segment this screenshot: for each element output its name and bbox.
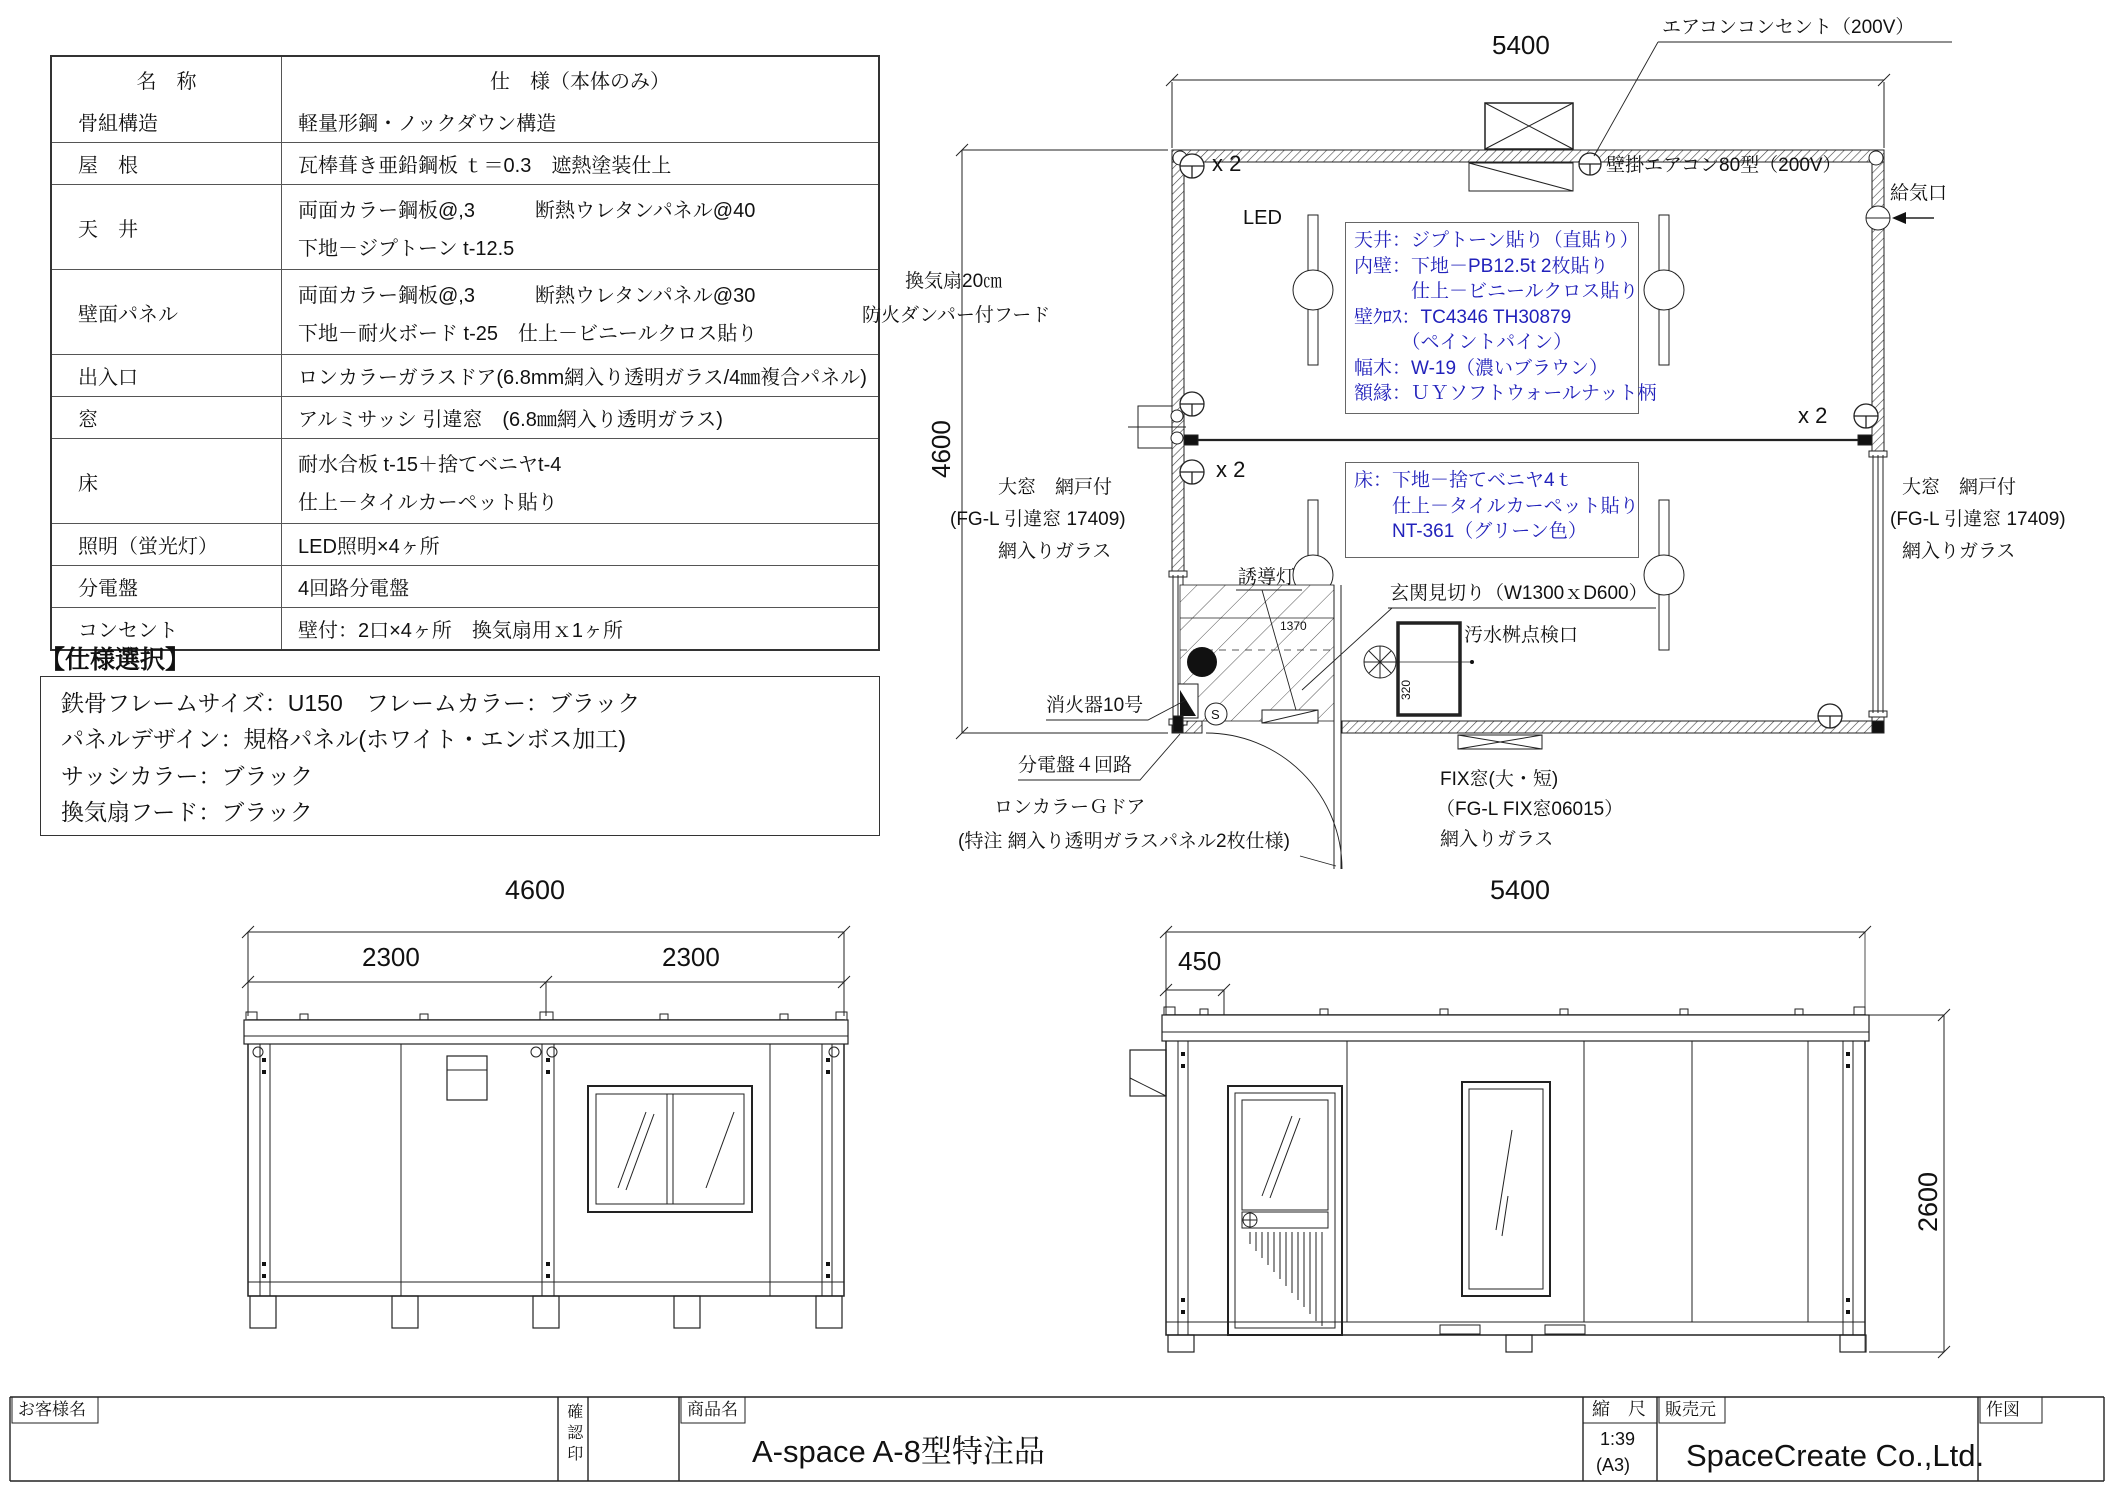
label-dim-320: 320 xyxy=(1399,679,1413,700)
label-fix-2: （FG-L FIX窓06015） xyxy=(1436,799,1624,820)
note-line: 床：下地－捨てベニヤ4ｔ xyxy=(1354,470,1574,491)
spec-table-row xyxy=(52,396,878,438)
elevation-side xyxy=(1130,926,1950,1358)
seller-label: 販売元 xyxy=(1665,1400,1716,1419)
spec-select-line: 鉄骨フレームサイズ：U150 フレームカラー：ブラック xyxy=(61,689,641,716)
spec-row-value xyxy=(282,524,878,565)
spec-table xyxy=(50,55,880,651)
label-door-1: ロンカラーＧドア xyxy=(994,797,1146,818)
spec-select-title: 【仕様選択】 xyxy=(40,646,191,674)
spec-table-row xyxy=(52,101,878,142)
label-fix-3: 網入りガラス xyxy=(1440,829,1554,850)
note-line: 天井：ジプトーン貼り（直貼り） xyxy=(1354,230,1639,251)
sewage-inspection xyxy=(1364,623,1474,715)
label-window-left-2: (FG-L 引違窓 17409) xyxy=(950,509,1126,530)
spec-row-line: LED照明×4ヶ所 xyxy=(298,536,440,558)
side-hood xyxy=(1130,1050,1166,1096)
entry-area xyxy=(1180,585,1334,723)
spec-row-line: アルミサッシ 引違窓 (6.8㎜網入り透明ガラス) xyxy=(298,409,723,431)
elev-front-dim-left: 2300 xyxy=(362,942,420,972)
label-vent-fan-2: 防火ダンパー付フード xyxy=(862,305,1051,326)
elev-side-dim-height: 2600 xyxy=(1913,1171,1943,1232)
spec-row-value xyxy=(282,566,878,607)
spec-table-row xyxy=(52,565,878,607)
elevation-front xyxy=(242,926,850,1328)
label-x2-top: x 2 xyxy=(1212,151,1242,176)
spec-header-spec: 仕 様（本体のみ） xyxy=(490,70,670,93)
side-door xyxy=(1228,1086,1342,1335)
spec-table-row xyxy=(52,269,878,354)
bolt-dots-side xyxy=(1181,1052,1850,1314)
plan-dim-width: 5400 xyxy=(1492,30,1550,60)
spec-row-label: 窓 xyxy=(52,397,282,438)
product-name: A-space A-8型特注品 xyxy=(752,1434,1045,1469)
label-s-mark: S xyxy=(1211,707,1220,722)
note-line: 仕上－タイルカーペット貼り xyxy=(1354,495,1639,517)
customer-name-label: お客様名 xyxy=(18,1400,86,1419)
note-line: NT-361（グリーン色） xyxy=(1354,521,1587,542)
spec-row-label: 壁面パネル xyxy=(52,270,282,354)
bolt-dots xyxy=(262,1058,830,1278)
label-window-left-3: 網入りガラス xyxy=(998,541,1112,562)
ceiling-wall-note xyxy=(1345,222,1657,414)
spec-row-line: 4回路分電盤 xyxy=(298,578,410,600)
elevation-front-dimensions xyxy=(242,926,850,1016)
plan-dim-height: 4600 xyxy=(926,420,956,478)
spec-table-row xyxy=(52,523,878,565)
note-line: （ペイントパイン） xyxy=(1354,332,1573,353)
note-line: 壁ｸﾛｽ：TC4346 TH30879 xyxy=(1354,306,1572,328)
note-line: 仕上－ビニールクロス貼り xyxy=(1354,281,1639,302)
spec-row-line: 瓦棒葺き亜鉛鋼板 ｔ＝0.3 遮熱塗装仕上 xyxy=(298,155,672,177)
front-window xyxy=(588,1086,752,1212)
label-x2-mid: x 2 xyxy=(1216,457,1246,482)
spec-row-line: 軽量形鋼・ノックダウン構造 xyxy=(298,113,557,135)
label-x2-right: x 2 xyxy=(1798,403,1828,428)
spec-table-row xyxy=(52,142,878,184)
scale-paper: (A3) xyxy=(1596,1455,1631,1475)
vent-fan-symbol xyxy=(1128,406,1186,448)
product-name-label: 商品名 xyxy=(687,1400,738,1419)
approval-stamp-label: 確認印 xyxy=(564,1403,582,1466)
scale-value: 1:39 xyxy=(1600,1429,1636,1449)
side-fix-window xyxy=(1462,1082,1550,1296)
supply-port-symbol xyxy=(1866,206,1934,230)
label-dim-1370: 1370 xyxy=(1280,619,1307,633)
note-line: 幅木：W-19（濃いブラウン） xyxy=(1354,357,1609,379)
label-window-right-2: (FG-L 引違窓 17409) xyxy=(1890,509,2066,530)
spec-row-line: 両面カラー鋼板@,3 断熱ウレタンパネル@30 xyxy=(298,284,756,307)
spec-row-line: 仕上－タイルカーペット貼り xyxy=(298,491,558,514)
spec-row-line: 耐水合板 t-15＋捨てベニヤt-4 xyxy=(298,453,562,476)
spec-row-label: 照明（蛍光灯） xyxy=(52,524,282,565)
spec-row-label: 天 井 xyxy=(52,185,282,269)
elev-front-dim-total: 4600 xyxy=(505,875,566,905)
spec-row-value xyxy=(282,608,878,649)
spec-row-line: 壁付：2口×4ヶ所 換気扇用ｘ1ヶ所 xyxy=(298,620,624,642)
label-fix-1: FIX窓(大・短) xyxy=(1440,769,1559,790)
label-supply-port: 給気口 xyxy=(1890,183,1948,204)
elev-side-dim-offset: 450 xyxy=(1178,946,1222,976)
spec-row-line: 下地－ジプトーン t-12.5 xyxy=(298,237,515,260)
elev-front-dim-right: 2300 xyxy=(662,942,720,972)
label-vent-fan-1: 換気扇20㎝ xyxy=(905,271,1003,292)
spec-row-label: 分電盤 xyxy=(52,566,282,607)
spec-row-value xyxy=(282,355,878,396)
drafter-label: 作図 xyxy=(1986,1400,2020,1419)
label-extinguisher: 消火器10号 xyxy=(1046,695,1144,716)
spec-select-box xyxy=(40,676,880,836)
elev-side-dim-total: 5400 xyxy=(1490,875,1551,905)
spec-row-label: コンセント xyxy=(52,608,282,649)
spec-row-line: 下地－耐火ボード t-25 仕上－ビニールクロス貼り xyxy=(298,322,758,345)
label-wall-aircon: 壁掛エアコン80型（200V） xyxy=(1606,155,1842,176)
note-line: 額縁：ＵＹソフトウォールナット柄 xyxy=(1354,383,1657,404)
scale-label: 縮 尺 xyxy=(1592,1399,1646,1419)
label-guide-light: 誘導灯 xyxy=(1238,567,1296,588)
spec-row-label: 屋 根 xyxy=(52,143,282,184)
label-window-right-1: 大窓 網戸付 xyxy=(1902,477,2017,498)
spec-row-value xyxy=(282,270,878,354)
spec-select-line: 換気扇フード：ブラック xyxy=(61,799,313,826)
label-door-2: (特注 網入り透明ガラスパネル2枚仕様) xyxy=(958,831,1290,852)
spec-row-label: 床 xyxy=(52,439,282,523)
fix-window-symbol xyxy=(1458,735,1542,749)
floor-note xyxy=(1345,462,1639,558)
spec-row-value xyxy=(282,101,878,142)
spec-row-line: ロンカラーガラスドア(6.8mm網入り透明ガラス/4㎜複合パネル) xyxy=(298,367,867,389)
elevation-side-dimensions xyxy=(1160,926,1950,1358)
label-breaker: 分電盤４回路 xyxy=(1018,755,1133,776)
spec-table-row xyxy=(52,438,878,523)
label-aircon-outlet: エアコンコンセント（200V） xyxy=(1662,17,1915,38)
label-window-right-3: 網入りガラス xyxy=(1902,541,2016,562)
spec-select-line: サッシカラー：ブラック xyxy=(61,762,314,789)
spec-table-header xyxy=(52,57,878,101)
spec-table-row xyxy=(52,354,878,396)
spec-row-value xyxy=(282,143,878,184)
label-window-left-1: 大窓 網戸付 xyxy=(998,477,1113,498)
spec-table-row xyxy=(52,184,878,269)
spec-row-label: 骨組構造 xyxy=(52,101,282,142)
spec-row-label: 出入口 xyxy=(52,355,282,396)
spec-select-line: パネルデザイン：規格パネル(ホワイト・エンボス加工) xyxy=(61,726,627,753)
spec-row-value xyxy=(282,439,878,523)
note-line: 内壁：下地－PB12.5t 2枚貼り xyxy=(1354,255,1609,277)
label-entrance-strip: 玄関見切り（W1300ｘD600） xyxy=(1390,583,1648,604)
spec-header-name: 名 称 xyxy=(52,57,282,101)
seller-name: SpaceCreate Co.,Ltd. xyxy=(1686,1438,1985,1473)
label-led: LED xyxy=(1243,207,1282,229)
spec-row-value xyxy=(282,397,878,438)
label-sewage: 汚水桝点検口 xyxy=(1464,625,1579,646)
spec-row-value xyxy=(282,185,878,269)
spec-row-line: 両面カラー鋼板@,3 断熱ウレタンパネル@40 xyxy=(298,199,756,222)
